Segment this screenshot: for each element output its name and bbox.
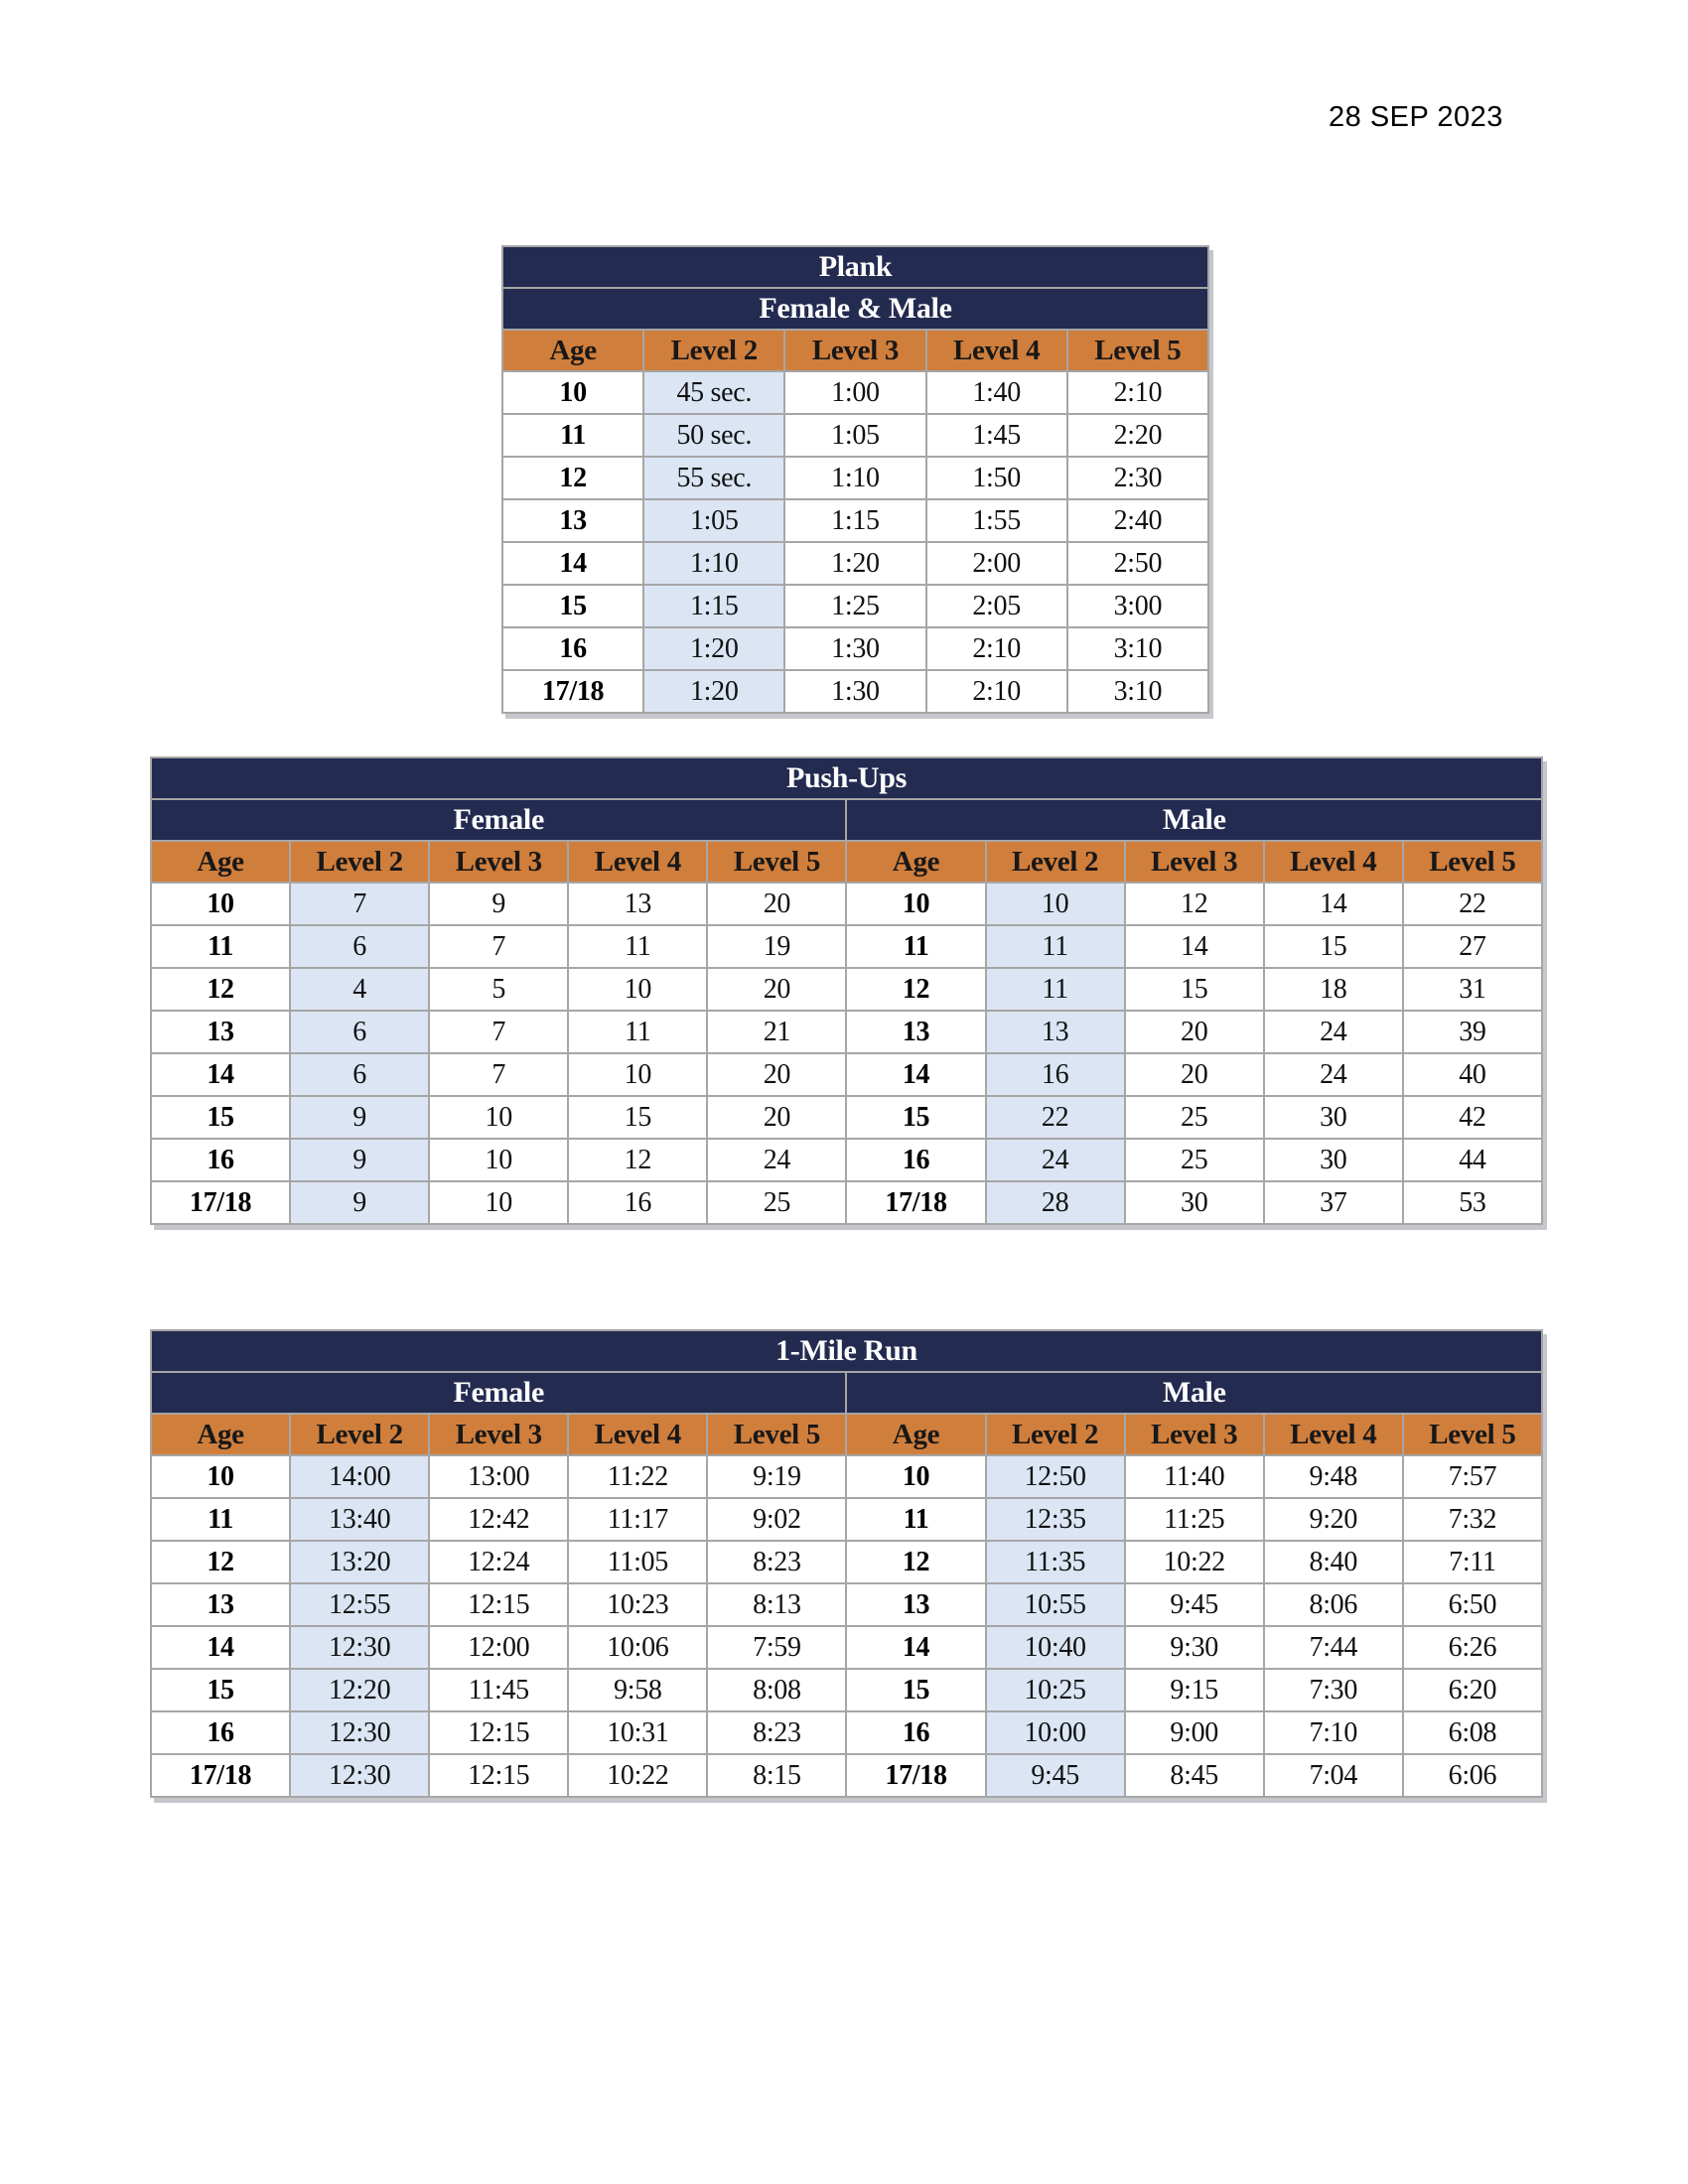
- value-cell: 12:24: [429, 1541, 568, 1583]
- value-cell: 2:10: [926, 627, 1067, 670]
- level2-value-cell: 12:55: [290, 1583, 429, 1626]
- table-row: [502, 499, 1208, 542]
- level2-value-cell: 9: [290, 1139, 429, 1181]
- value-cell: 11: [568, 1011, 707, 1053]
- age-cell: 10: [846, 1455, 985, 1498]
- table-row: [502, 414, 1208, 457]
- value-cell: 1:10: [784, 457, 925, 499]
- age-cell: 11: [846, 925, 985, 968]
- value-cell: 16: [568, 1181, 707, 1224]
- age-cell: 12: [846, 1541, 985, 1583]
- value-cell: 10: [568, 1053, 707, 1096]
- level2-value-cell: 10:00: [986, 1711, 1125, 1754]
- level2-value-cell: 13:20: [290, 1541, 429, 1583]
- level2-value-cell: 11:35: [986, 1541, 1125, 1583]
- level2-value-cell: 12:20: [290, 1669, 429, 1711]
- table-row: [151, 1139, 1542, 1181]
- level2-value-cell: 7: [290, 883, 429, 925]
- column-header: Level 2: [290, 1414, 429, 1455]
- value-cell: 9:58: [568, 1669, 707, 1711]
- value-cell: 1:25: [784, 585, 925, 627]
- column-header: Age: [151, 841, 290, 883]
- one-mile-run-table-container: [150, 1329, 1543, 1798]
- table-row: [502, 627, 1208, 670]
- age-cell: 13: [151, 1583, 290, 1626]
- column-header: Level 3: [1125, 841, 1264, 883]
- level2-value-cell: 11: [986, 968, 1125, 1011]
- column-header: Level 4: [1264, 1414, 1403, 1455]
- value-cell: 10:22: [568, 1754, 707, 1797]
- value-cell: 1:20: [784, 542, 925, 585]
- level2-value-cell: 9:45: [986, 1754, 1125, 1797]
- table-title-row: [151, 1330, 1542, 1372]
- age-cell: 16: [151, 1139, 290, 1181]
- table-title-row: [502, 246, 1208, 288]
- value-cell: 2:05: [926, 585, 1067, 627]
- age-cell: 14: [151, 1626, 290, 1669]
- table-row: [151, 1754, 1542, 1797]
- value-cell: 10:23: [568, 1583, 707, 1626]
- value-cell: 5: [429, 968, 568, 1011]
- column-header: Level 3: [429, 841, 568, 883]
- value-cell: 15: [1264, 925, 1403, 968]
- value-cell: 30: [1264, 1139, 1403, 1181]
- age-cell: 10: [502, 371, 643, 414]
- column-header: Level 5: [1403, 841, 1542, 883]
- age-cell: 10: [846, 883, 985, 925]
- level2-value-cell: 1:05: [643, 499, 784, 542]
- value-cell: 6:20: [1403, 1669, 1542, 1711]
- column-header: Level 5: [1067, 330, 1208, 371]
- level2-value-cell: 10:25: [986, 1669, 1125, 1711]
- table-row: [502, 542, 1208, 585]
- age-cell: 16: [502, 627, 643, 670]
- group-header-row: [151, 1372, 1542, 1414]
- column-header: Level 2: [986, 841, 1125, 883]
- value-cell: 12:00: [429, 1626, 568, 1669]
- age-cell: 15: [846, 1096, 985, 1139]
- value-cell: 10:22: [1125, 1541, 1264, 1583]
- value-cell: 8:06: [1264, 1583, 1403, 1626]
- value-cell: 13: [568, 883, 707, 925]
- value-cell: 1:30: [784, 670, 925, 713]
- column-header-row: [151, 841, 1542, 883]
- group-header: Female & Male: [502, 288, 1208, 330]
- age-cell: 16: [846, 1711, 985, 1754]
- value-cell: 1:50: [926, 457, 1067, 499]
- column-header-row: [502, 330, 1208, 371]
- value-cell: 44: [1403, 1139, 1542, 1181]
- table-row: [151, 883, 1542, 925]
- level2-value-cell: 6: [290, 925, 429, 968]
- table-title: 1-Mile Run: [151, 1330, 1542, 1372]
- value-cell: 10: [429, 1181, 568, 1224]
- level2-value-cell: 6: [290, 1053, 429, 1096]
- value-cell: 20: [707, 883, 846, 925]
- value-cell: 24: [1264, 1053, 1403, 1096]
- table-row: [151, 1181, 1542, 1224]
- table-row: [151, 1541, 1542, 1583]
- level2-value-cell: 12:30: [290, 1754, 429, 1797]
- value-cell: 8:23: [707, 1711, 846, 1754]
- value-cell: 6:26: [1403, 1626, 1542, 1669]
- table-row: [151, 1669, 1542, 1711]
- value-cell: 20: [707, 968, 846, 1011]
- level2-value-cell: 9: [290, 1096, 429, 1139]
- value-cell: 1:40: [926, 371, 1067, 414]
- value-cell: 7:04: [1264, 1754, 1403, 1797]
- group-header-row: [502, 288, 1208, 330]
- age-cell: 15: [846, 1669, 985, 1711]
- value-cell: 11:40: [1125, 1455, 1264, 1498]
- level2-value-cell: 10:55: [986, 1583, 1125, 1626]
- value-cell: 6:08: [1403, 1711, 1542, 1754]
- value-cell: 8:15: [707, 1754, 846, 1797]
- value-cell: 14: [1125, 925, 1264, 968]
- value-cell: 8:40: [1264, 1541, 1403, 1583]
- value-cell: 3:10: [1067, 670, 1208, 713]
- column-header: Level 3: [429, 1414, 568, 1455]
- level2-value-cell: 24: [986, 1139, 1125, 1181]
- value-cell: 7:30: [1264, 1669, 1403, 1711]
- level2-value-cell: 50 sec.: [643, 414, 784, 457]
- value-cell: 7:57: [1403, 1455, 1542, 1498]
- value-cell: 13:00: [429, 1455, 568, 1498]
- group-header: Male: [846, 1372, 1542, 1414]
- value-cell: 2:20: [1067, 414, 1208, 457]
- value-cell: 15: [1125, 968, 1264, 1011]
- group-header: Female: [151, 799, 846, 841]
- value-cell: 11:22: [568, 1455, 707, 1498]
- column-header-row: [151, 1414, 1542, 1455]
- value-cell: 11:45: [429, 1669, 568, 1711]
- value-cell: 20: [1125, 1011, 1264, 1053]
- age-cell: 15: [502, 585, 643, 627]
- age-cell: 14: [502, 542, 643, 585]
- value-cell: 7: [429, 925, 568, 968]
- value-cell: 12:15: [429, 1711, 568, 1754]
- age-cell: 14: [846, 1626, 985, 1669]
- value-cell: 10:06: [568, 1626, 707, 1669]
- value-cell: 1:45: [926, 414, 1067, 457]
- age-cell: 15: [151, 1096, 290, 1139]
- value-cell: 27: [1403, 925, 1542, 968]
- value-cell: 31: [1403, 968, 1542, 1011]
- table-row: [151, 925, 1542, 968]
- value-cell: 20: [1125, 1053, 1264, 1096]
- level2-value-cell: 16: [986, 1053, 1125, 1096]
- value-cell: 25: [707, 1181, 846, 1224]
- level2-value-cell: 45 sec.: [643, 371, 784, 414]
- value-cell: 2:30: [1067, 457, 1208, 499]
- value-cell: 10: [429, 1139, 568, 1181]
- plank-table-container: [501, 245, 1209, 714]
- age-cell: 14: [846, 1053, 985, 1096]
- level2-value-cell: 12:35: [986, 1498, 1125, 1541]
- document-date: 28 SEP 2023: [1329, 101, 1503, 133]
- value-cell: 1:15: [784, 499, 925, 542]
- value-cell: 25: [1125, 1139, 1264, 1181]
- value-cell: 3:00: [1067, 585, 1208, 627]
- value-cell: 9:00: [1125, 1711, 1264, 1754]
- table-row: [502, 371, 1208, 414]
- table-row: [502, 457, 1208, 499]
- table-row: [502, 585, 1208, 627]
- value-cell: 30: [1264, 1096, 1403, 1139]
- age-cell: 13: [151, 1011, 290, 1053]
- age-cell: 15: [151, 1669, 290, 1711]
- column-header: Level 4: [568, 841, 707, 883]
- level2-value-cell: 14:00: [290, 1455, 429, 1498]
- column-header: Level 5: [707, 841, 846, 883]
- age-cell: 12: [846, 968, 985, 1011]
- level2-value-cell: 22: [986, 1096, 1125, 1139]
- value-cell: 2:40: [1067, 499, 1208, 542]
- value-cell: 24: [707, 1139, 846, 1181]
- age-cell: 17/18: [846, 1181, 985, 1224]
- table-title-row: [151, 757, 1542, 799]
- level2-value-cell: 9: [290, 1181, 429, 1224]
- table-title: Plank: [502, 246, 1208, 288]
- table-row: [151, 1626, 1542, 1669]
- level2-value-cell: 12:30: [290, 1711, 429, 1754]
- age-cell: 16: [151, 1711, 290, 1754]
- age-cell: 17/18: [502, 670, 643, 713]
- value-cell: 2:00: [926, 542, 1067, 585]
- value-cell: 7:32: [1403, 1498, 1542, 1541]
- value-cell: 24: [1264, 1011, 1403, 1053]
- value-cell: 18: [1264, 968, 1403, 1011]
- column-header: Age: [846, 1414, 985, 1455]
- value-cell: 11:05: [568, 1541, 707, 1583]
- value-cell: 6:50: [1403, 1583, 1542, 1626]
- value-cell: 7:59: [707, 1626, 846, 1669]
- plank-table: [501, 245, 1209, 714]
- value-cell: 10: [568, 968, 707, 1011]
- level2-value-cell: 13:40: [290, 1498, 429, 1541]
- value-cell: 21: [707, 1011, 846, 1053]
- column-header: Level 2: [986, 1414, 1125, 1455]
- column-header: Level 4: [568, 1414, 707, 1455]
- age-cell: 12: [151, 968, 290, 1011]
- value-cell: 1:55: [926, 499, 1067, 542]
- column-header: Age: [502, 330, 643, 371]
- age-cell: 13: [502, 499, 643, 542]
- level2-value-cell: 6: [290, 1011, 429, 1053]
- age-cell: 13: [846, 1011, 985, 1053]
- value-cell: 9:15: [1125, 1669, 1264, 1711]
- value-cell: 14: [1264, 883, 1403, 925]
- value-cell: 9:30: [1125, 1626, 1264, 1669]
- column-header: Level 4: [1264, 841, 1403, 883]
- push-ups-table-container: [150, 756, 1543, 1225]
- value-cell: 12:15: [429, 1583, 568, 1626]
- value-cell: 37: [1264, 1181, 1403, 1224]
- table-row: [151, 1498, 1542, 1541]
- column-header: Level 5: [1403, 1414, 1542, 1455]
- level2-value-cell: 1:10: [643, 542, 784, 585]
- value-cell: 12: [568, 1139, 707, 1181]
- level2-value-cell: 1:15: [643, 585, 784, 627]
- value-cell: 19: [707, 925, 846, 968]
- level2-value-cell: 4: [290, 968, 429, 1011]
- one-mile-run-table: [150, 1329, 1543, 1798]
- value-cell: 7:10: [1264, 1711, 1403, 1754]
- age-cell: 17/18: [151, 1754, 290, 1797]
- value-cell: 9:02: [707, 1498, 846, 1541]
- value-cell: 20: [707, 1053, 846, 1096]
- value-cell: 7: [429, 1011, 568, 1053]
- value-cell: 9:20: [1264, 1498, 1403, 1541]
- level2-value-cell: 1:20: [643, 627, 784, 670]
- level2-value-cell: 1:20: [643, 670, 784, 713]
- value-cell: 40: [1403, 1053, 1542, 1096]
- column-header: Level 3: [784, 330, 925, 371]
- level2-value-cell: 13: [986, 1011, 1125, 1053]
- value-cell: 9: [429, 883, 568, 925]
- value-cell: 2:10: [926, 670, 1067, 713]
- value-cell: 30: [1125, 1181, 1264, 1224]
- table-row: [151, 1455, 1542, 1498]
- value-cell: 9:19: [707, 1455, 846, 1498]
- value-cell: 7: [429, 1053, 568, 1096]
- column-header: Level 2: [290, 841, 429, 883]
- level2-value-cell: 12:50: [986, 1455, 1125, 1498]
- value-cell: 2:50: [1067, 542, 1208, 585]
- table-row: [151, 1011, 1542, 1053]
- column-header: Level 3: [1125, 1414, 1264, 1455]
- value-cell: 42: [1403, 1096, 1542, 1139]
- value-cell: 11:25: [1125, 1498, 1264, 1541]
- age-cell: 12: [151, 1541, 290, 1583]
- value-cell: 12:15: [429, 1754, 568, 1797]
- value-cell: 8:13: [707, 1583, 846, 1626]
- column-header: Level 4: [926, 330, 1067, 371]
- value-cell: 7:44: [1264, 1626, 1403, 1669]
- value-cell: 1:30: [784, 627, 925, 670]
- age-cell: 12: [502, 457, 643, 499]
- age-cell: 11: [846, 1498, 985, 1541]
- age-cell: 17/18: [846, 1754, 985, 1797]
- value-cell: 6:06: [1403, 1754, 1542, 1797]
- value-cell: 8:23: [707, 1541, 846, 1583]
- value-cell: 9:48: [1264, 1455, 1403, 1498]
- level2-value-cell: 55 sec.: [643, 457, 784, 499]
- group-header-row: [151, 799, 1542, 841]
- value-cell: 1:05: [784, 414, 925, 457]
- table-row: [151, 1096, 1542, 1139]
- table-title: Push-Ups: [151, 757, 1542, 799]
- column-header: Age: [151, 1414, 290, 1455]
- age-cell: 11: [151, 1498, 290, 1541]
- table-row: [151, 1583, 1542, 1626]
- age-cell: 10: [151, 883, 290, 925]
- age-cell: 14: [151, 1053, 290, 1096]
- value-cell: 39: [1403, 1011, 1542, 1053]
- age-cell: 16: [846, 1139, 985, 1181]
- group-header: Female: [151, 1372, 846, 1414]
- value-cell: 8:08: [707, 1669, 846, 1711]
- value-cell: 11: [568, 925, 707, 968]
- value-cell: 10: [429, 1096, 568, 1139]
- level2-value-cell: 10:40: [986, 1626, 1125, 1669]
- column-header: Age: [846, 841, 985, 883]
- value-cell: 22: [1403, 883, 1542, 925]
- value-cell: 9:45: [1125, 1583, 1264, 1626]
- table-row: [151, 968, 1542, 1011]
- level2-value-cell: 28: [986, 1181, 1125, 1224]
- age-cell: 11: [502, 414, 643, 457]
- value-cell: 1:00: [784, 371, 925, 414]
- value-cell: 2:10: [1067, 371, 1208, 414]
- value-cell: 10:31: [568, 1711, 707, 1754]
- value-cell: 20: [707, 1096, 846, 1139]
- value-cell: 15: [568, 1096, 707, 1139]
- age-cell: 17/18: [151, 1181, 290, 1224]
- value-cell: 12:42: [429, 1498, 568, 1541]
- value-cell: 7:11: [1403, 1541, 1542, 1583]
- value-cell: 12: [1125, 883, 1264, 925]
- group-header: Male: [846, 799, 1542, 841]
- level2-value-cell: 10: [986, 883, 1125, 925]
- push-ups-table: [150, 756, 1543, 1225]
- value-cell: 25: [1125, 1096, 1264, 1139]
- table-row: [151, 1053, 1542, 1096]
- column-header: Level 2: [643, 330, 784, 371]
- age-cell: 10: [151, 1455, 290, 1498]
- age-cell: 13: [846, 1583, 985, 1626]
- value-cell: 53: [1403, 1181, 1542, 1224]
- value-cell: 11:17: [568, 1498, 707, 1541]
- level2-value-cell: 11: [986, 925, 1125, 968]
- value-cell: 3:10: [1067, 627, 1208, 670]
- table-row: [151, 1711, 1542, 1754]
- value-cell: 8:45: [1125, 1754, 1264, 1797]
- age-cell: 11: [151, 925, 290, 968]
- column-header: Level 5: [707, 1414, 846, 1455]
- table-row: [502, 670, 1208, 713]
- level2-value-cell: 12:30: [290, 1626, 429, 1669]
